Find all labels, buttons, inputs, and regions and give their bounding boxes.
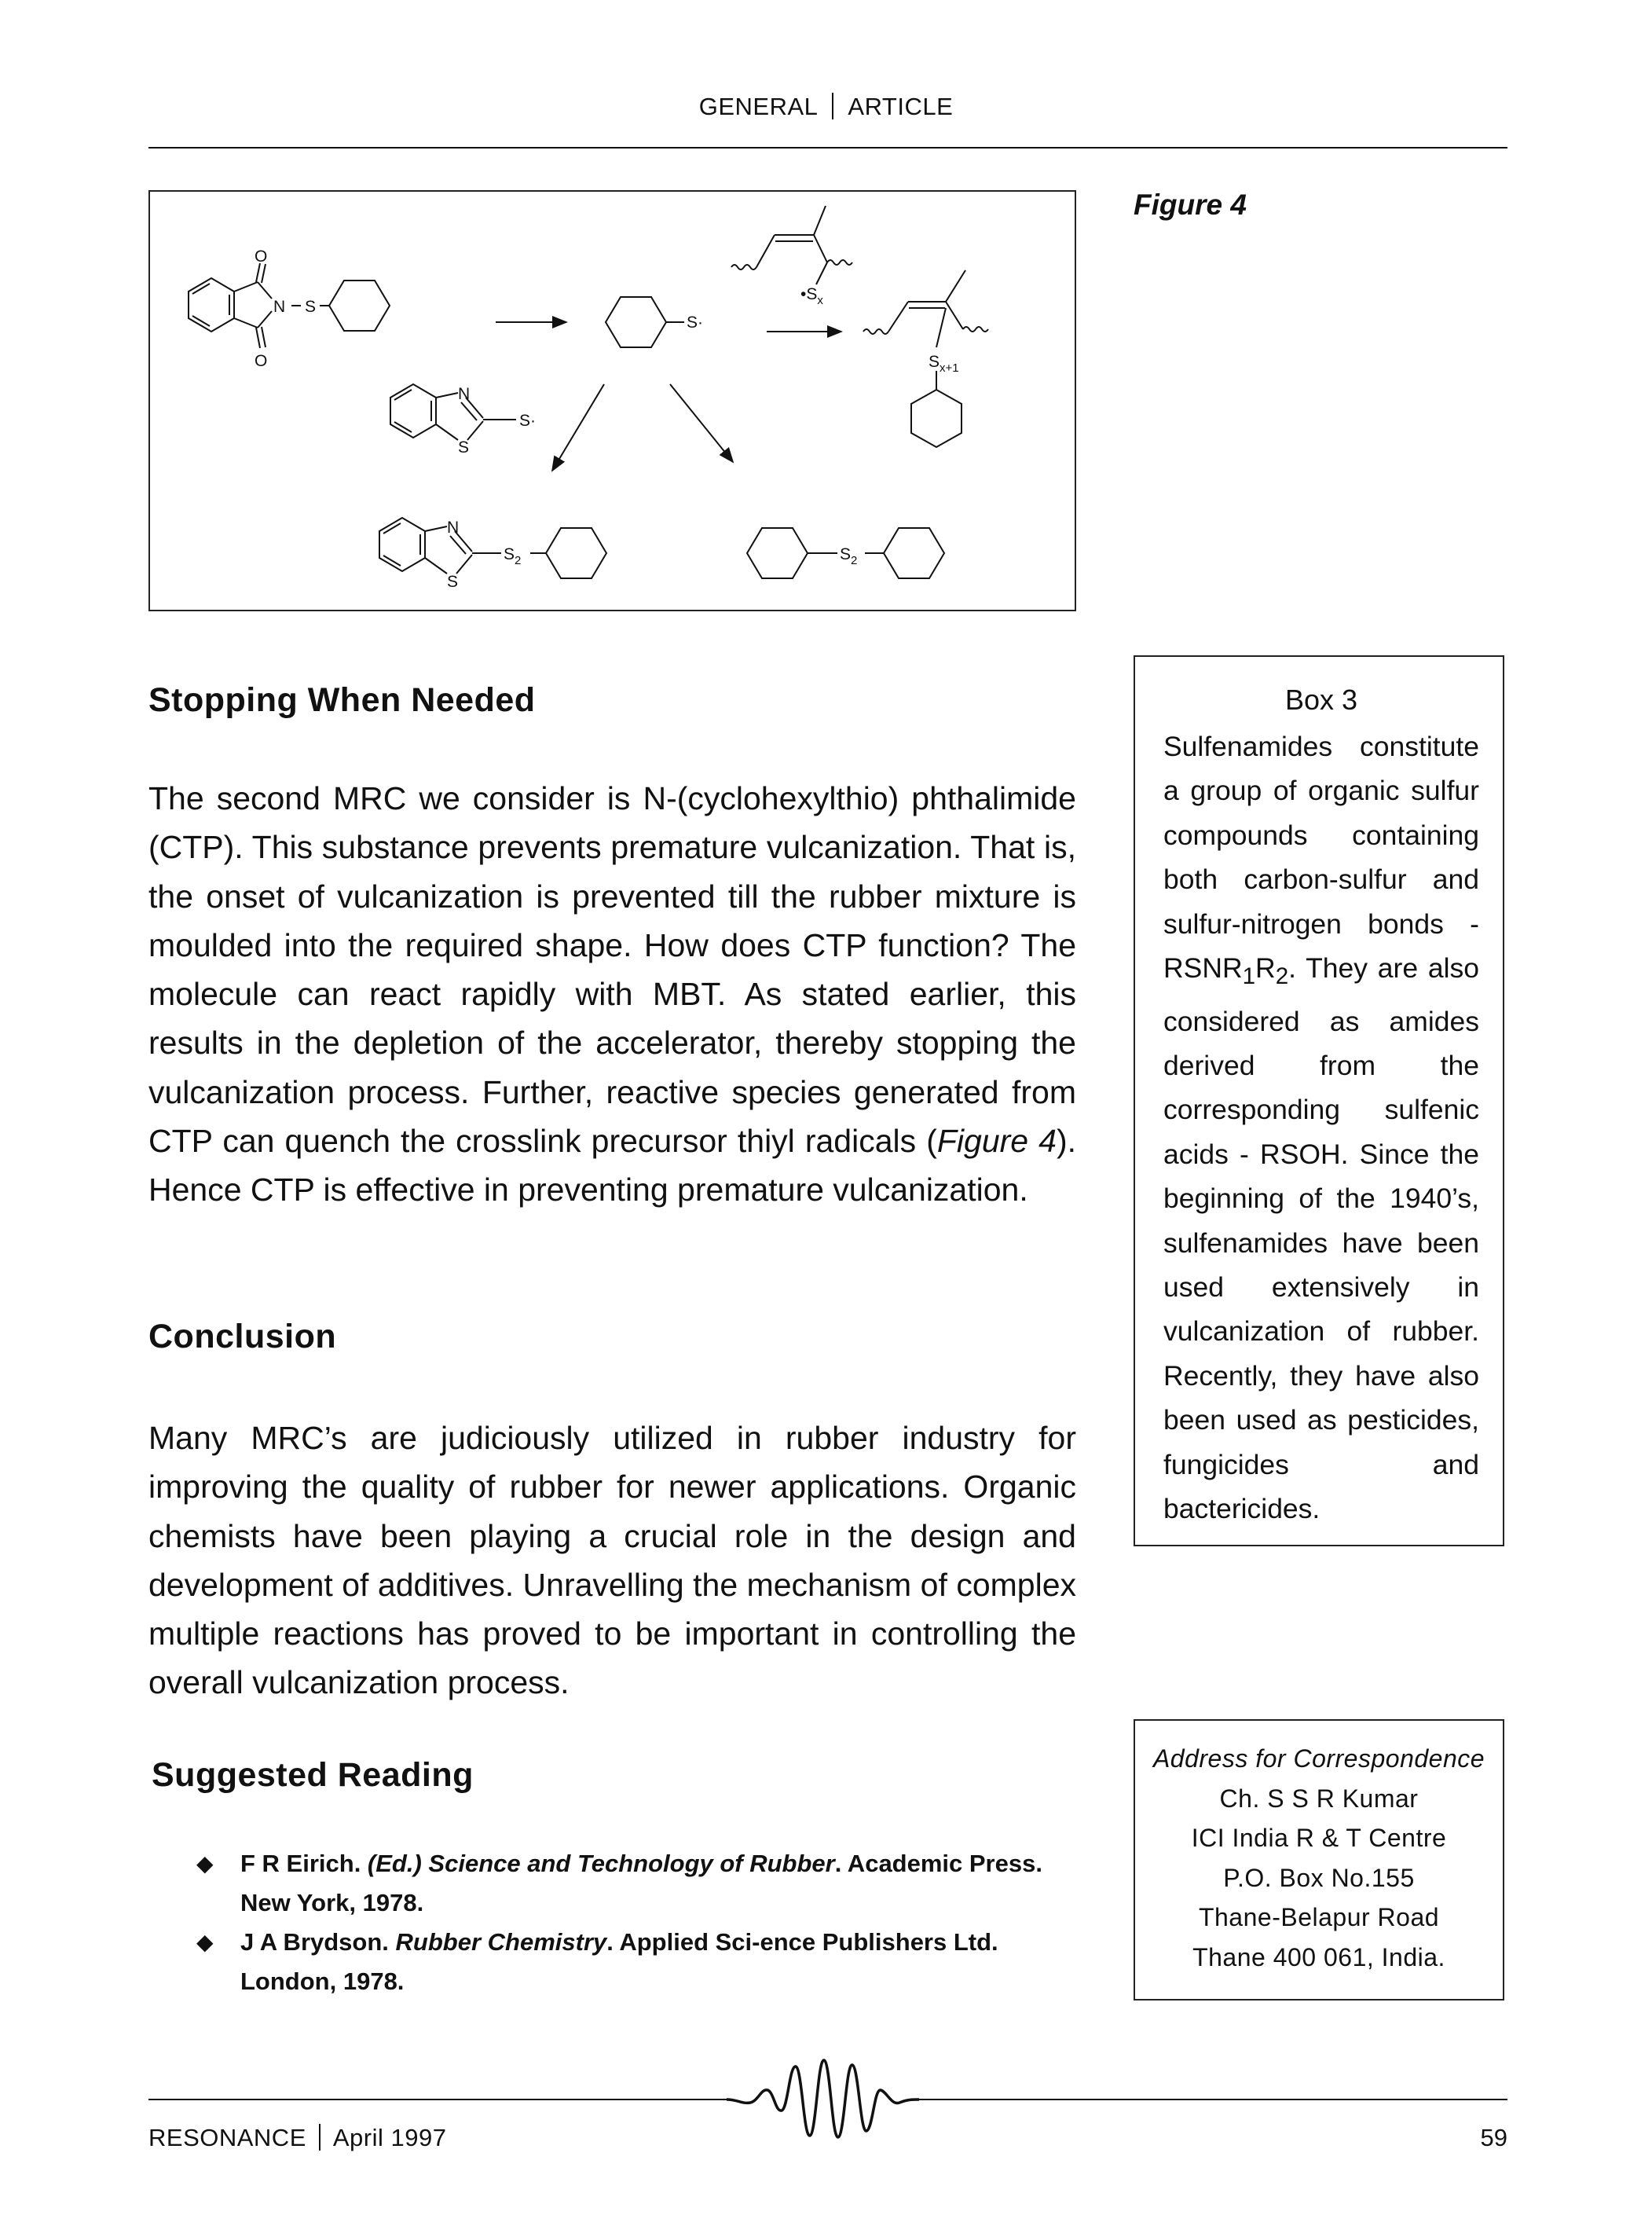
header-type: ARTICLE bbox=[848, 93, 954, 120]
figure-4-scheme bbox=[148, 190, 1076, 611]
label-n-ctp: N bbox=[273, 298, 286, 316]
box-3-sidebar bbox=[1134, 655, 1504, 1546]
address-line: Thane-Belapur Road bbox=[1198, 1903, 1440, 1931]
label-s-mbts: S bbox=[447, 573, 459, 591]
diamond-bullet-icon: ◆ bbox=[196, 1930, 214, 1954]
figure-reference: Figure 4 bbox=[936, 1123, 1057, 1160]
paragraph-conclusion: Many MRC’s are judiciously utilized in rubber industry for improving the quality of rubber for newer applications. Organic chemists have been playing a crucial role in the design and development of additives. Unravelling the mechanism of complex multiple reactions has proved to be important in controlling the overall vulcanization process. bbox=[148, 1420, 1076, 1701]
running-head bbox=[0, 93, 1652, 121]
label-o-top: O bbox=[255, 248, 268, 266]
product-cyclohexyl-ring bbox=[911, 390, 962, 447]
address-box bbox=[1134, 1719, 1504, 2000]
label-sx1: $S_{x+1}$ bbox=[929, 353, 959, 375]
address-line: Ch. S S R Kumar bbox=[1219, 1784, 1419, 1813]
mbts-benzene-ring bbox=[379, 518, 425, 571]
ctp-cyclohexyl-ring bbox=[329, 281, 390, 331]
header-separator bbox=[832, 93, 833, 119]
label-s-mbt: S bbox=[458, 438, 470, 457]
reference-title: Science and Technology of Rubber bbox=[428, 1850, 835, 1877]
journal-name: RESONANCE bbox=[148, 2124, 306, 2151]
page-number: 59 bbox=[1480, 2124, 1507, 2151]
resonance-wave-logo-icon bbox=[727, 2057, 919, 2143]
figure-caption: Figure 4 bbox=[1134, 189, 1247, 221]
footer-journal bbox=[148, 2124, 446, 2152]
address-line: ICI India R & T Centre bbox=[1191, 1824, 1447, 1852]
label-s-radical: S· bbox=[687, 314, 703, 332]
section-heading-conclusion: Conclusion bbox=[148, 1318, 337, 1355]
paragraph-stopping: The second MRC we consider is N-(cyclohexylthio) phthalimide (CTP). This substance prevents premature vulcanization. That is, the onset of vulcanization is prevented till the rubber mixture is moulded into the required shape. How does CTP function? The molecule can react rapidly with MBT. As stated earlier, this results in the depletion of the accelerator, thereby stopping the vulcanization process. Further, reactive species generated from CTP can quench the crosslink precursor thiyl radicals (Figure 4). Hence CTP is effective in preventing premature vulcanization. bbox=[148, 780, 1076, 1208]
cyclohexylthiyl-radical-ring bbox=[606, 297, 666, 347]
address-title: Address for Correspondence bbox=[1152, 1744, 1485, 1773]
box-3-text: Sulfenamides constitute a group of organic sulfur compounds containing both carbon-sulfur and sulfur-nitrogen bonds - $RSNR_1R_2$. They are also considered as amides derived from the corresponding sulfenic acids - RSOH. Since the beginning of the 1940’s, sulfenamides have been used extensively in vulcanization of rubber. Recently, they have also been used as pesticides, fungicides and bactericides. bbox=[1163, 731, 1479, 1524]
dcdds-left-ring bbox=[747, 528, 808, 578]
box-3-title: Box 3 bbox=[1284, 684, 1358, 716]
label-s2-mbts: $S_2$ bbox=[504, 545, 522, 567]
label-s-radical-mbt: S· bbox=[519, 412, 536, 430]
issue-date: April 1997 bbox=[332, 2124, 447, 2151]
label-n-mbt: N bbox=[458, 385, 471, 403]
footer-separator bbox=[319, 2124, 321, 2151]
dcdds-right-ring bbox=[884, 528, 944, 578]
footer-rule-left bbox=[148, 2099, 727, 2100]
label-sx-radical: $•S_x$ bbox=[800, 285, 823, 307]
section-heading-reading: Suggested Reading bbox=[152, 1756, 474, 1794]
header-section: GENERAL bbox=[698, 93, 819, 120]
label-o-bottom: O bbox=[255, 352, 268, 370]
label-s-ctp: S bbox=[305, 298, 317, 316]
mbt-benzene-ring bbox=[390, 384, 436, 438]
footer-rule-right bbox=[919, 2099, 1507, 2100]
header-rule bbox=[148, 147, 1507, 149]
section-heading-stopping: Stopping When Needed bbox=[148, 681, 536, 719]
address-line: Thane 400 061, India. bbox=[1192, 1942, 1445, 1971]
reference-item: ◆ J A Brydson. Rubber Chemistry. Applied Sci-ence Publishers Ltd. London, 1978. bbox=[196, 1923, 1060, 2001]
label-s2-dcdds: $S_2$ bbox=[840, 545, 858, 567]
mbts-cyclohexyl-ring bbox=[546, 528, 606, 578]
address-line: P.O. Box No.155 bbox=[1223, 1863, 1415, 1892]
label-n-mbts: N bbox=[447, 519, 460, 537]
reference-title: Rubber Chemistry bbox=[395, 1928, 607, 1956]
diamond-bullet-icon: ◆ bbox=[196, 1851, 214, 1876]
ctp-benzene-ring bbox=[189, 278, 234, 332]
reference-list bbox=[196, 1844, 1060, 2001]
reference-item: ◆ F R Eirich. (Ed.) Science and Technology of Rubber. Academic Press. New York, 1978. bbox=[196, 1844, 1060, 1923]
